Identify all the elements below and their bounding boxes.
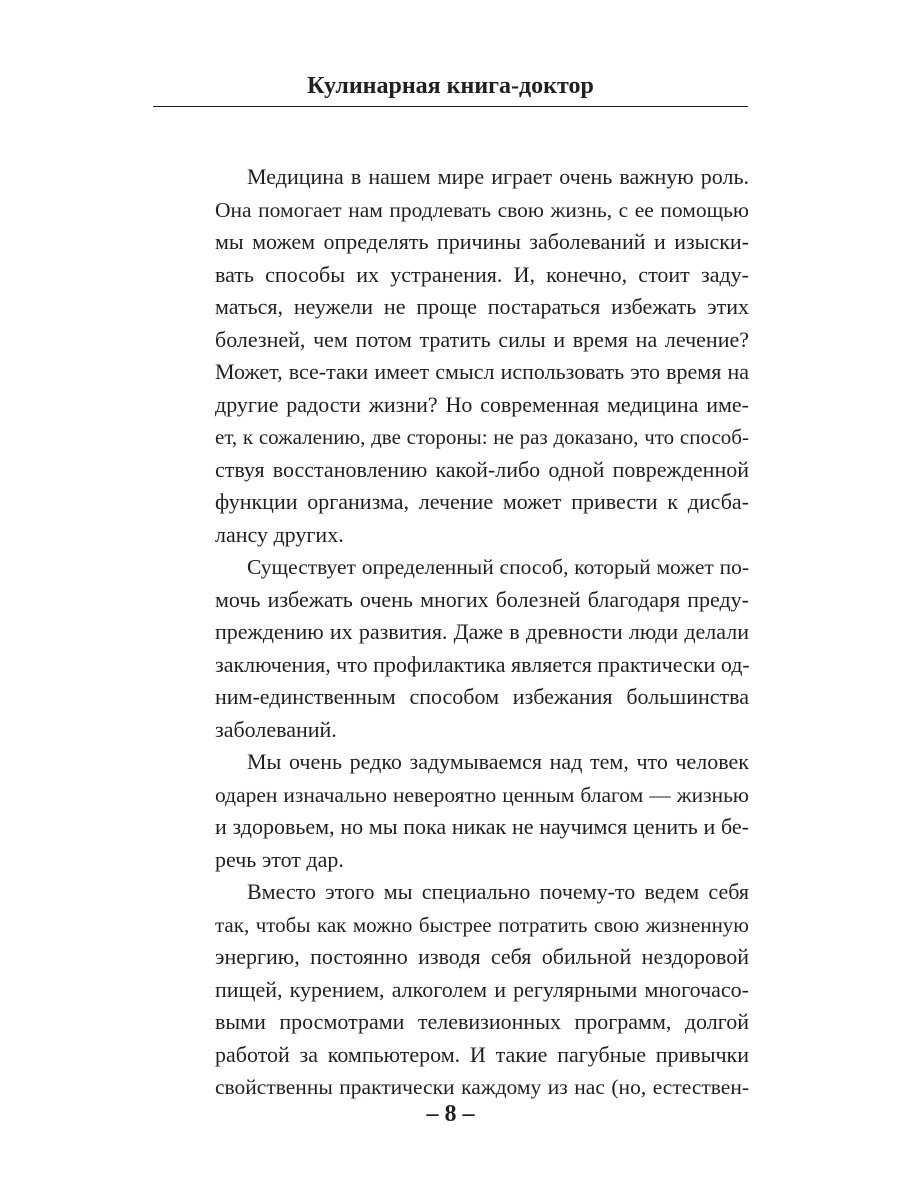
- page-number: – 8 –: [426, 1101, 475, 1127]
- running-head-title: Кулинарная книга-доктор: [307, 73, 594, 99]
- text-line: болезней, чем потом тратить силы и время на лечение?: [215, 326, 749, 352]
- text-line: мочь избежать очень многих болезней благодаря преду-: [215, 586, 749, 612]
- text-line: Вместо этого мы специально почему-то ведем себя: [247, 879, 749, 904]
- text-line: заключения, что профилактика является практически од-: [215, 651, 750, 677]
- text-line: и здоровьем, но мы пока никак не научимся ценить и бе-: [215, 814, 749, 839]
- text-line: мы можем определять причины заболеваний и изыски-: [215, 229, 749, 254]
- text-line: Может, все-таки имеет смысл использовать это время на: [215, 359, 749, 384]
- text-line: ет, к сожалению, две стороны: не раз доказано, что способ-: [215, 425, 749, 449]
- text-line: заболеваний.: [215, 716, 337, 742]
- text-line: Медицина в нашем мире играет очень важную роль.: [247, 164, 749, 189]
- paragraph-4: [183, 876, 749, 1104]
- paragraph-2: [183, 551, 749, 746]
- text-line: энергию, постоянно изводя себя обильной нездоровой: [215, 944, 749, 969]
- text-line: Мы очень редко задумываемся над тем, что человек: [247, 749, 749, 774]
- text-line: ствуя восстановлению какой-либо одной поврежденной: [215, 456, 749, 482]
- text-line: свойственны практически каждому из нас (но, естествен-: [215, 1075, 749, 1099]
- text-line: ним-единственным способом избежания большинства: [215, 684, 749, 709]
- paragraph-1: [183, 161, 749, 551]
- text-line: вать способы их устранения. И, конечно, стоит заду-: [215, 261, 749, 287]
- body-text: [183, 161, 749, 1104]
- text-line: одарен изначально невероятно ценным благом — жизнью: [215, 782, 749, 807]
- text-line: лансу других.: [215, 521, 344, 547]
- text-line: так, чтобы как можно быстрее потратить свою жизненную: [215, 912, 749, 937]
- text-line: маться, неужели не проще постараться избежать этих: [215, 294, 749, 319]
- text-line: функции организма, лечение может привести к дисба-: [215, 489, 749, 514]
- header-divider: [153, 106, 748, 107]
- paragraph-3: [183, 746, 749, 876]
- text-line: работой за компьютером. И такие пагубные привычки: [215, 1041, 749, 1067]
- text-line: пищей, курением, алкоголем и регулярными многочасо-: [215, 976, 749, 1002]
- text-line: другие радости жизни? Но современная медицина име-: [215, 391, 749, 417]
- text-line: Существует определенный способ, который может по-: [247, 555, 749, 579]
- text-line: выми просмотрами телевизионных программ, долгой: [215, 1009, 749, 1034]
- text-line: речь этот дар.: [215, 846, 344, 872]
- text-line: Она помогает нам продлевать свою жизнь, с ее помощью: [215, 197, 749, 222]
- text-line: преждению их развития. Даже в древности люди делали: [215, 619, 749, 644]
